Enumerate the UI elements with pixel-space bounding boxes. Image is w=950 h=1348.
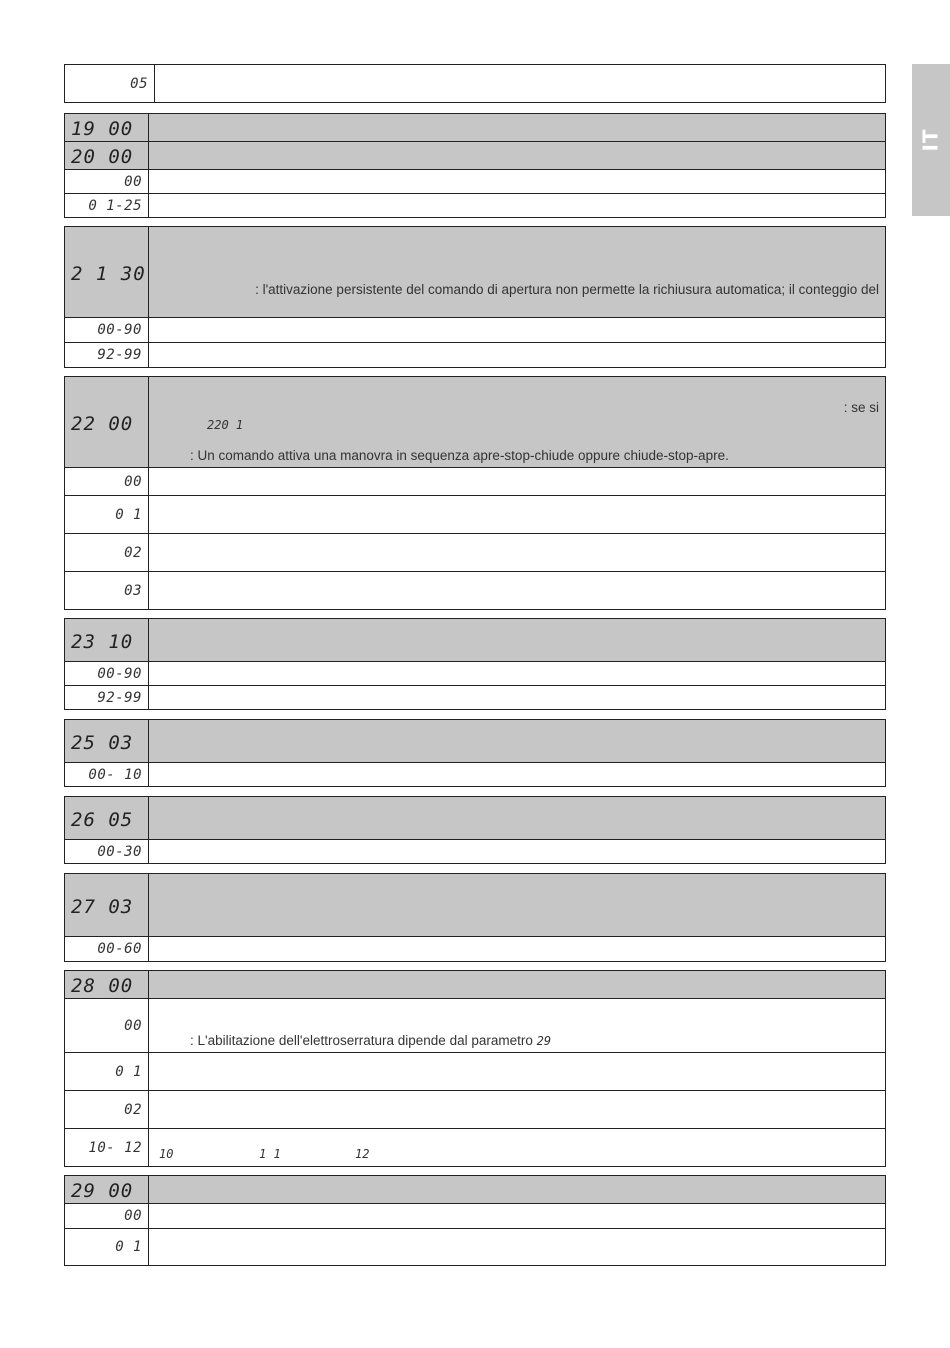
value-code: 92-99 (65, 686, 149, 710)
table-row (65, 662, 886, 686)
value-description (149, 662, 886, 686)
value-code: 02 (65, 534, 149, 572)
value-code: 00-60 (65, 937, 149, 962)
table-row (65, 65, 886, 103)
param-header-row (65, 377, 886, 468)
param-code: 25 03 (65, 720, 149, 763)
value-description (155, 65, 886, 103)
param-code: 23 10 (65, 619, 149, 662)
value-code-ref: 12 (355, 1147, 370, 1161)
value-code: 0 1-25 (65, 194, 149, 218)
value-description (149, 534, 886, 572)
param-table-9 (64, 970, 886, 1167)
param-description (149, 227, 886, 318)
value-code: 0 1 (65, 496, 149, 534)
value-code: 00 (65, 1204, 149, 1229)
param-code: 22 00 (65, 377, 149, 468)
value-description (149, 468, 886, 496)
value-note-text: : L'abilitazione dell'elettroserratura dipende dal parametro (190, 1033, 533, 1048)
value-code-ref: 10 (159, 1147, 174, 1161)
param-header-row (65, 114, 886, 142)
value-description (149, 170, 886, 194)
param-table-6 (64, 719, 886, 787)
param-description (149, 142, 886, 170)
param-table-1 (64, 64, 886, 103)
table-row (65, 1053, 886, 1091)
value-code: 00- 10 (65, 763, 149, 787)
param-description (149, 971, 886, 999)
param-table-3 (64, 226, 886, 368)
value-code: 02 (65, 1091, 149, 1129)
param-header-row (65, 720, 886, 763)
table-row (65, 468, 886, 496)
value-description (149, 343, 886, 368)
param-table-7 (64, 796, 886, 864)
param-description (149, 377, 886, 468)
language-label: IT (919, 128, 943, 152)
value-description (149, 937, 886, 962)
param-description (149, 720, 886, 763)
param-note: : l'attivazione persistente del comando di apertura non permette la richiusura automatica; il conteggio del (255, 282, 879, 297)
table-row (65, 686, 886, 710)
param-code: 27 03 (65, 874, 149, 937)
table-row (65, 840, 886, 864)
table-row (65, 1129, 886, 1167)
param-code: 28 00 (65, 971, 149, 999)
value-code: 0 1 (65, 1053, 149, 1091)
value-code: 92-99 (65, 343, 149, 368)
param-code: 20 00 (65, 142, 149, 170)
param-header-row (65, 1176, 886, 1204)
table-row (65, 937, 886, 962)
value-code: 05 (65, 65, 155, 103)
value-description (149, 1229, 886, 1266)
value-description (149, 496, 886, 534)
param-code: 29 00 (65, 1176, 149, 1204)
table-row (65, 318, 886, 343)
table-row (65, 194, 886, 218)
param-code: 19 00 (65, 114, 149, 142)
param-table-8 (64, 873, 886, 962)
table-row (65, 170, 886, 194)
language-tab (912, 64, 950, 216)
table-row (65, 496, 886, 534)
param-table-4 (64, 376, 886, 610)
param-header-row (65, 874, 886, 937)
value-code-ref: 1 1 (259, 1147, 281, 1161)
param-description (149, 114, 886, 142)
param-table-10 (64, 1175, 886, 1266)
value-code: 03 (65, 572, 149, 610)
param-code: 2 1 30 (65, 227, 149, 318)
param-header-row (65, 142, 886, 170)
value-description (149, 318, 886, 343)
param-table-2 (64, 113, 886, 218)
value-code: 00-90 (65, 318, 149, 343)
param-header-row (65, 971, 886, 999)
param-header-row (65, 227, 886, 318)
value-code: 00-30 (65, 840, 149, 864)
param-note-code: 220 1 (207, 418, 244, 432)
value-description (149, 999, 886, 1053)
param-description (149, 1176, 886, 1204)
value-code: 00 (65, 999, 149, 1053)
table-row (65, 763, 886, 787)
value-description (149, 763, 886, 787)
table-row (65, 1091, 886, 1129)
value-code: 10- 12 (65, 1129, 149, 1167)
value-description (149, 1091, 886, 1129)
table-row (65, 343, 886, 368)
value-note (190, 1033, 551, 1048)
value-description (149, 686, 886, 710)
param-code: 26 05 (65, 797, 149, 840)
value-description (149, 572, 886, 610)
table-row (65, 1204, 886, 1229)
param-header-row (65, 797, 886, 840)
param-table-5 (64, 618, 886, 710)
value-description (149, 1204, 886, 1229)
table-row (65, 999, 886, 1053)
table-row (65, 572, 886, 610)
value-description (149, 840, 886, 864)
value-note-code: 29 (536, 1034, 552, 1048)
param-note: : Un comando attiva una manovra in sequenza apre-stop-chiude oppure chiude-stop-apre. (190, 448, 729, 463)
value-code: 00 (65, 468, 149, 496)
param-description (149, 797, 886, 840)
param-note: : se si (843, 400, 879, 415)
value-description (149, 1053, 886, 1091)
table-row (65, 534, 886, 572)
value-code: 00-90 (65, 662, 149, 686)
param-header-row (65, 619, 886, 662)
value-description (149, 1129, 886, 1167)
value-description (149, 194, 886, 218)
table-row (65, 1229, 886, 1266)
param-description (149, 619, 886, 662)
value-code: 00 (65, 170, 149, 194)
param-description (149, 874, 886, 937)
value-code: 0 1 (65, 1229, 149, 1266)
